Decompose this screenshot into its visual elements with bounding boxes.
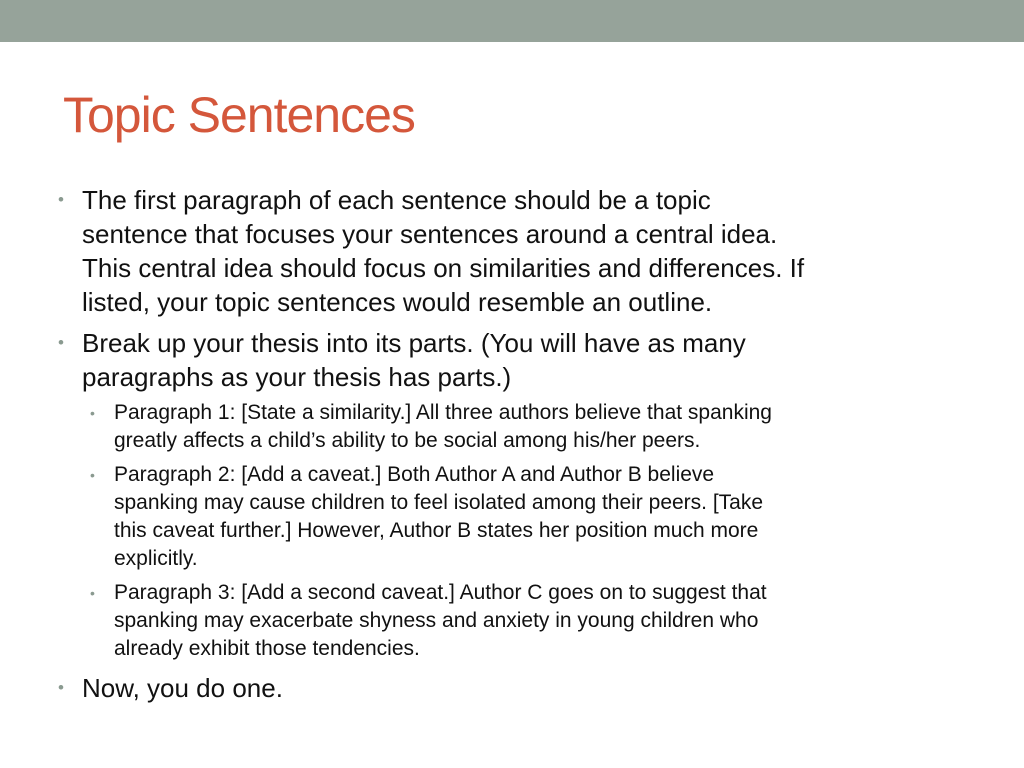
sub-bullet-text-line: already exhibit those tendencies.: [114, 637, 420, 660]
bullet-text-line: The first paragraph of each sentence should be a topic: [82, 185, 711, 215]
sub-bullet-text-line: Paragraph 3: [Add a second caveat.] Author C goes on to suggest that: [114, 581, 767, 604]
bullet-dot-icon: •: [58, 333, 64, 352]
sub-bullet-text-line: spanking may cause children to feel isolated among their peers. [Take: [114, 491, 764, 514]
bullet-item: [58, 183, 978, 319]
bullet-dot-icon: •: [58, 678, 64, 697]
sub-bullet-item: [90, 399, 978, 455]
slide-body: [58, 183, 978, 712]
bullet-item: [58, 671, 978, 705]
sub-bullet-dot-icon: •: [90, 585, 95, 601]
bullet-text-line: This central idea should focus on similarities and differences. If: [82, 253, 805, 283]
sub-bullet-text-line: this caveat further.] However, Author B states her position much more: [114, 519, 759, 542]
sub-bullet-text-line: explicitly.: [114, 547, 198, 570]
sub-bullet-list: [58, 399, 978, 663]
slide-title: Topic Sentences: [63, 87, 415, 143]
sub-bullet-text-line: Paragraph 2: [Add a caveat.] Both Author A and Author B believe: [114, 463, 715, 486]
bullet-item: [58, 326, 978, 394]
bullet-dot-icon: •: [58, 190, 64, 209]
sub-bullet-text-line: greatly affects a child’s ability to be social among his/her peers.: [114, 429, 701, 452]
sub-bullet-dot-icon: •: [90, 467, 95, 483]
bullet-text-line: Now, you do one.: [82, 673, 283, 703]
sub-bullet-item: [90, 579, 978, 663]
sub-bullet-text-line: Paragraph 1: [State a similarity.] All three authors believe that spanking: [114, 401, 772, 424]
top-accent-band: [0, 0, 1024, 42]
bullet-text-line: Break up your thesis into its parts. (You will have as many: [82, 328, 746, 358]
bullet-text-line: paragraphs as your thesis has parts.): [82, 362, 512, 392]
sub-bullet-dot-icon: •: [90, 405, 95, 421]
bullet-text-line: sentence that focuses your sentences around a central idea.: [82, 219, 778, 249]
bullet-text-line: listed, your topic sentences would resemble an outline.: [82, 287, 713, 317]
sub-bullet-text-line: spanking may exacerbate shyness and anxiety in young children who: [114, 609, 759, 632]
sub-bullet-item: [90, 461, 978, 573]
